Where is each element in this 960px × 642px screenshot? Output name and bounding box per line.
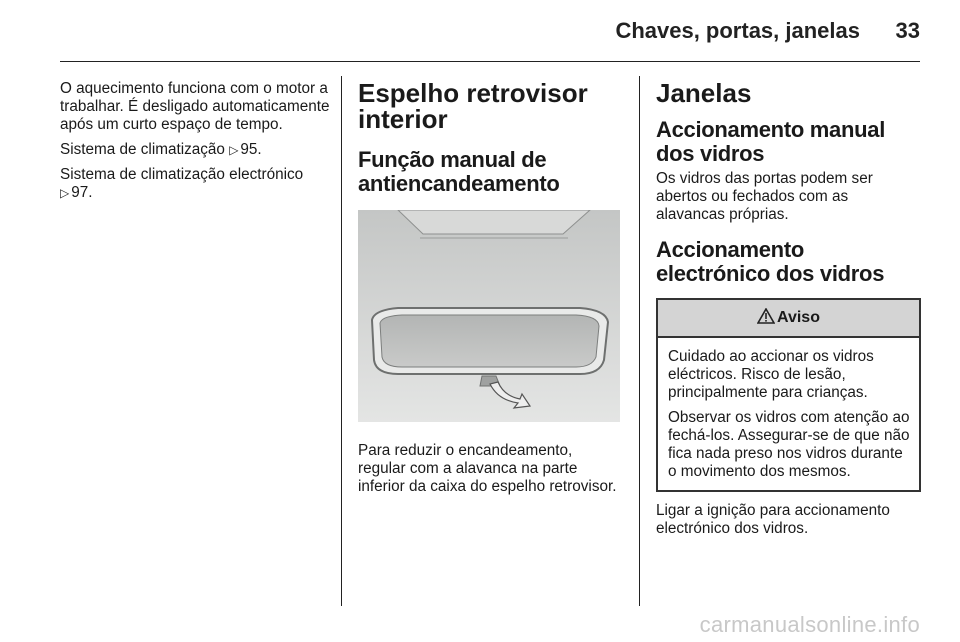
- reference-arrow-icon: ▷: [60, 186, 70, 200]
- warning-header: [658, 300, 919, 338]
- column-divider-1: [341, 76, 342, 606]
- warning-title: Aviso: [777, 309, 820, 326]
- page-number: 33: [895, 18, 920, 43]
- column-3: [656, 80, 921, 545]
- subsection-heading: Função manual de antiencandeamento: [358, 147, 560, 196]
- warning-text: Observar os vidros com atenção ao fechá-los. Assegurar-se de que não fica nada preso nos vidros durante o movimento dos mesmos.: [668, 409, 910, 480]
- warning-triangle-icon: [757, 308, 775, 329]
- page-link[interactable]: 95.: [240, 141, 262, 158]
- subsection-heading: Accionamento manual dos vidros: [656, 117, 886, 166]
- heating-paragraph: O aquecimento funciona com o motor a trabalhar. É desligado automaticamente após um curto espaço de tempo.: [60, 80, 330, 133]
- column-2: [358, 80, 623, 503]
- column-divider-2: [639, 76, 640, 606]
- section-heading: Janelas: [656, 78, 752, 108]
- warning-body: [658, 338, 919, 490]
- watermark: carmanualsonline.info: [699, 612, 920, 637]
- header-title: Chaves, portas, janelas: [615, 18, 860, 43]
- page-link[interactable]: 97.: [71, 184, 93, 201]
- reference-arrow-icon: ▷: [229, 143, 239, 157]
- warning-box: [656, 298, 921, 492]
- anti-dazzle-paragraph: Para reduzir o encandeamento, regular com a alavanca na parte inferior da caixa do espelho retrovisor.: [358, 442, 617, 495]
- column-1: [60, 80, 330, 209]
- manual-windows-paragraph: Os vidros das portas podem ser abertos ou fechados com as alavancas próprias.: [656, 170, 873, 223]
- rearview-mirror-illustration: [358, 210, 620, 422]
- subsection-heading: Accionamento electrónico dos vidros: [656, 237, 885, 286]
- electronic-climate-reference: Sistema de climatização electrónico ▷ 97.: [60, 166, 304, 201]
- warning-text: Cuidado ao accionar os vidros eléctricos. Risco de lesão, principalmente para crianças.: [668, 348, 874, 401]
- header-divider: [60, 61, 920, 62]
- climate-reference: Sistema de climatização ▷ 95.: [60, 141, 262, 158]
- electronic-windows-paragraph: Ligar a ignição para accionamento electrónico dos vidros.: [656, 502, 890, 537]
- section-heading: Espelho retrovisor interior: [358, 78, 588, 134]
